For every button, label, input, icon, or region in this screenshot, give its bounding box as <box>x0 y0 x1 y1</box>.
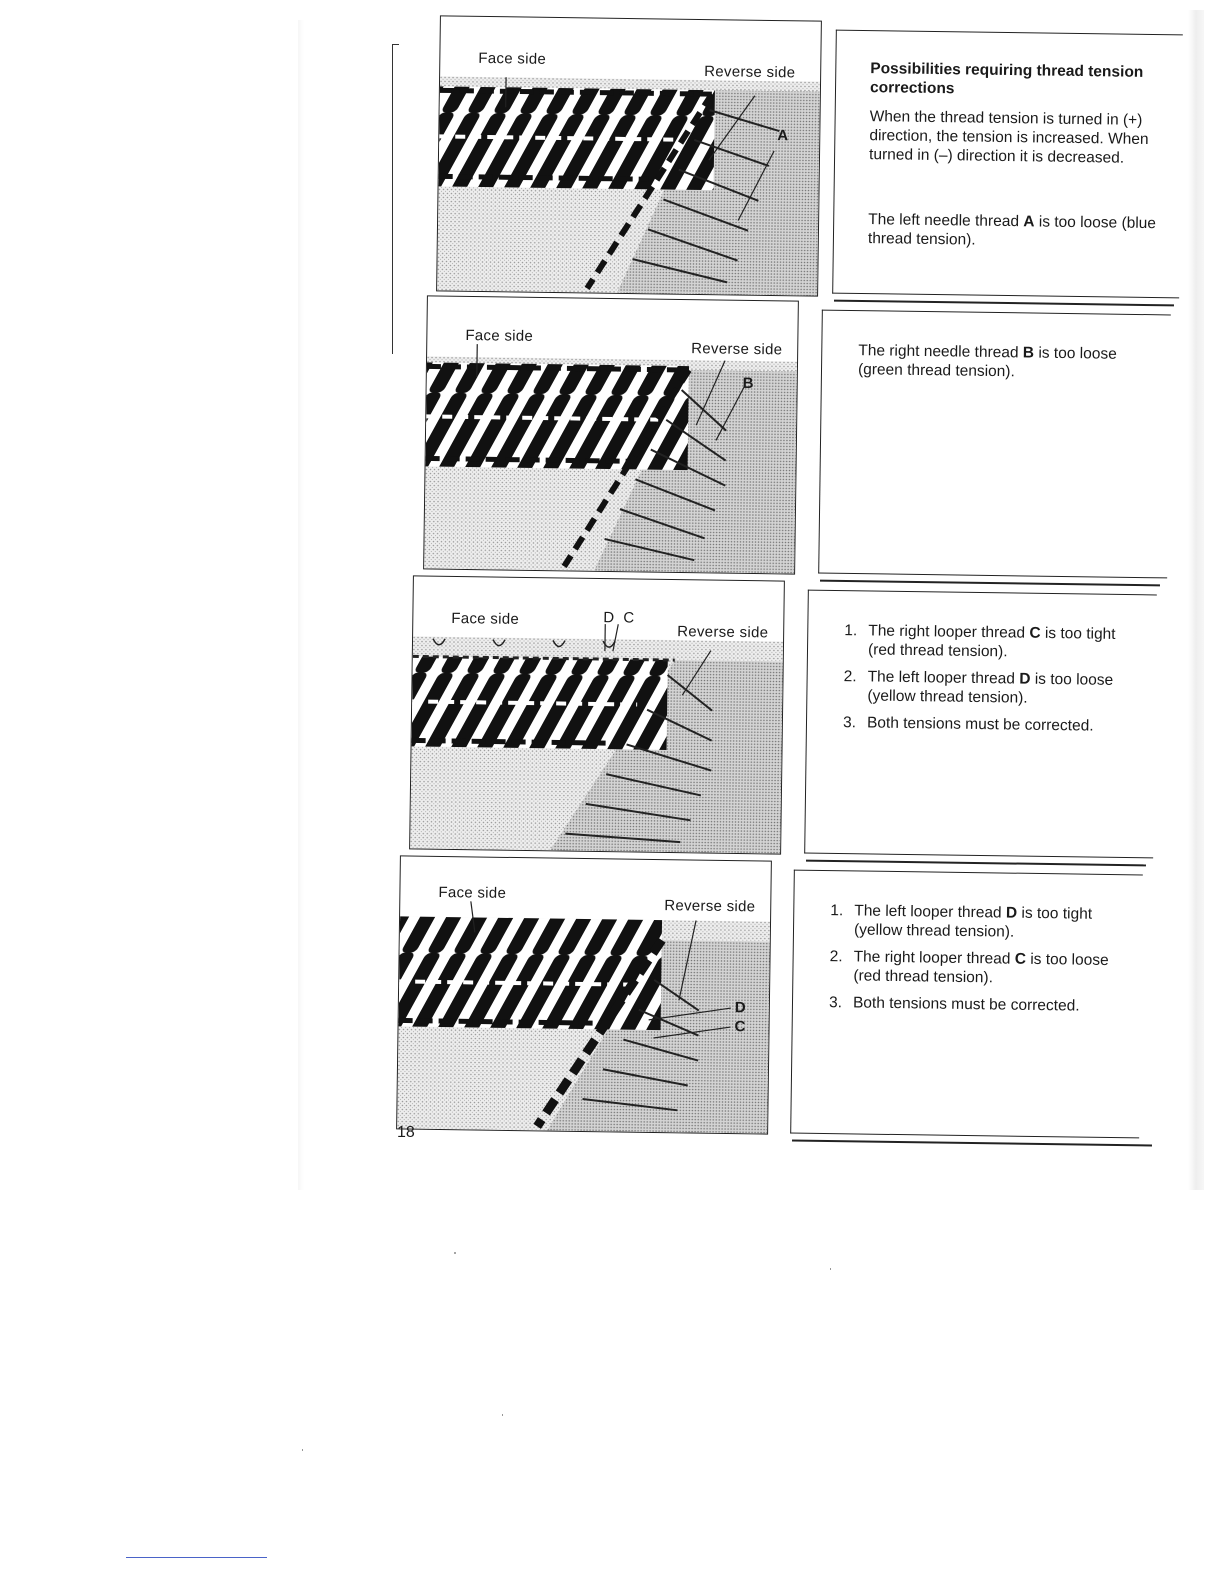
face-side-label: Face side <box>451 609 520 628</box>
item-text-end: is too loose (red thread tension). <box>853 950 1109 987</box>
divider <box>792 1139 1152 1146</box>
scan-shadow <box>298 20 304 1190</box>
divider <box>806 860 1146 866</box>
item-text: The right looper thread <box>853 948 1015 968</box>
text-panel-4 <box>790 870 1143 1139</box>
item-text: The right looper thread <box>868 622 1030 642</box>
item-number: 2. <box>843 668 857 686</box>
item-number: 3. <box>842 714 857 732</box>
text-panel-3 <box>804 590 1157 859</box>
reverse-side-label: Reverse side <box>664 897 756 916</box>
note-a <box>868 210 1173 252</box>
item-text-end: is too tight (red thread tension). <box>867 624 1116 661</box>
item-text-end: is too loose (yellow thread tension). <box>867 670 1114 707</box>
figure-1 <box>436 15 822 296</box>
item-text-end: is too tight (yellow thread tension). <box>853 904 1093 941</box>
figure-4 <box>396 855 772 1134</box>
item-key: C <box>1014 950 1027 968</box>
reverse-side-label: Reverse side <box>691 340 783 359</box>
list-item <box>844 621 1147 663</box>
list-item <box>843 713 1145 736</box>
list-item <box>829 993 1131 1016</box>
scan-speck <box>502 1414 503 1416</box>
marker-c: C <box>623 609 635 627</box>
face-side-label: Face side <box>465 326 534 345</box>
page-number: 18 <box>397 1124 415 1141</box>
scan-speck <box>830 1268 831 1270</box>
note-a-suffix: is too loose (blue thread tension). <box>867 213 1157 249</box>
item-number: 2. <box>829 948 843 966</box>
item-text: The left looper thread <box>854 902 1007 922</box>
intro-paragraph: When the thread tension is turned in (+) direction, the tension is increased. When turned in (–) direction it is decreased. <box>868 108 1149 167</box>
item-number: 1. <box>830 902 844 920</box>
item-key: D <box>1005 904 1018 922</box>
reverse-side-label: Reverse side <box>704 63 796 82</box>
divider <box>834 300 1174 306</box>
face-side-label: Face side <box>438 883 507 902</box>
item-key: D <box>1019 670 1031 688</box>
face-side-label: Face side <box>478 49 547 68</box>
scan-edge-shadow <box>1188 10 1204 1190</box>
item-key: C <box>1029 624 1041 642</box>
item-text: The left looper thread <box>867 668 1020 688</box>
text-panel-2 <box>818 310 1171 579</box>
reverse-side-label: Reverse side <box>677 623 769 642</box>
note-b-suffix: is too loose (green thread tension). <box>857 344 1117 381</box>
note-b-key: B <box>1022 344 1035 362</box>
item-text: Both tensions must be corrected. <box>866 714 1094 735</box>
list-item <box>843 667 1146 709</box>
marker-c: C <box>734 1018 746 1036</box>
note-b <box>858 341 1161 383</box>
note-a-prefix: The left needle thread <box>868 211 1024 231</box>
list-item <box>830 901 1133 943</box>
note-b-prefix: The right needle thread <box>858 342 1023 362</box>
footer-link-underline <box>126 1557 267 1558</box>
list-item <box>829 947 1132 989</box>
margin-rule <box>392 44 393 354</box>
marker-d: D <box>734 999 746 1017</box>
item-text: Both tensions must be corrected. <box>852 994 1080 1015</box>
item-number: 3. <box>828 994 843 1012</box>
margin-tick <box>392 44 399 45</box>
figure-3 <box>409 575 785 854</box>
marker-a: A <box>777 127 789 145</box>
section-heading: Possibilities requiring thread tension corrections <box>869 60 1144 98</box>
note-a-key: A <box>1023 213 1035 231</box>
figure-2 <box>423 295 799 574</box>
text-panel-1 <box>832 30 1183 299</box>
marker-b: B <box>742 374 754 392</box>
scan-speck <box>454 1252 456 1254</box>
scan-speck <box>302 1449 303 1451</box>
marker-d: D <box>603 609 615 627</box>
item-number: 1. <box>844 622 858 640</box>
divider <box>820 580 1160 586</box>
